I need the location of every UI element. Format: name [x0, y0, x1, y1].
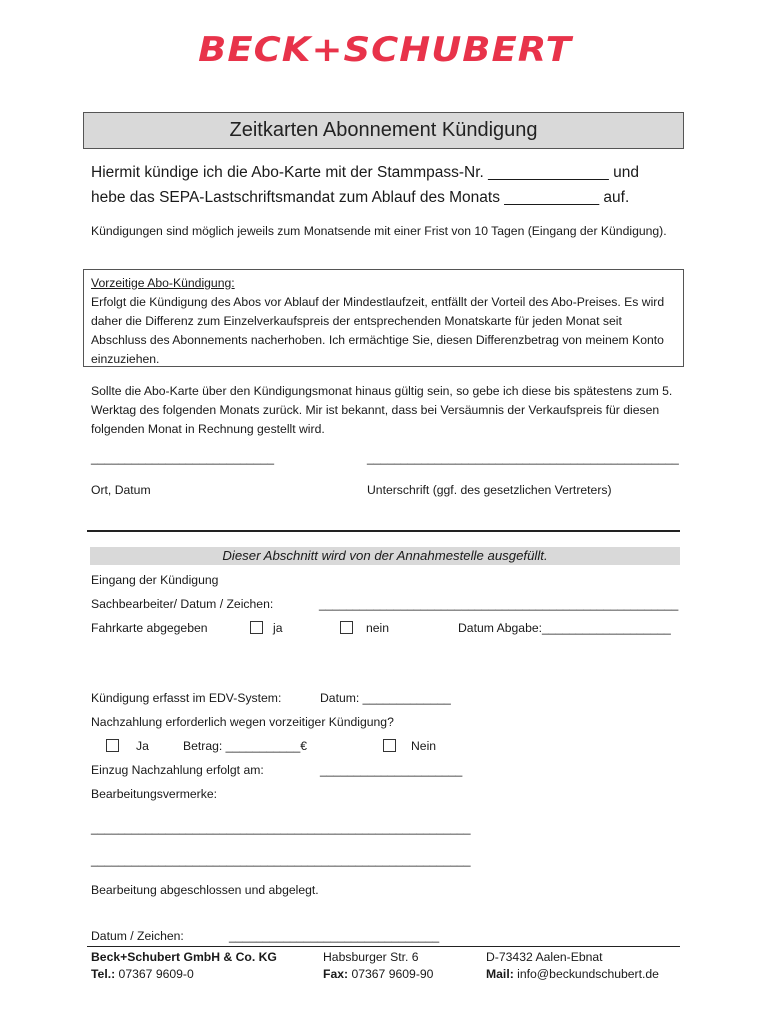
footer-contact-block: [486, 949, 659, 983]
footer-mail-label: Mail:: [486, 967, 514, 981]
ticket-returned-label: Fahrkarte abgegeben: [91, 621, 208, 635]
remarks-line-2[interactable]: ________________________________________________________: [91, 853, 471, 867]
ticket-yes-label: ja: [273, 621, 283, 635]
terms-text: Kündigungen sind möglich jeweils zum Monatsende mit einer Frist von 10 Tagen (Eingang der Kündigung).: [91, 224, 667, 238]
early-cancellation-box: [83, 269, 684, 367]
footer-fax-label: Fax:: [323, 967, 349, 981]
amount-field[interactable]: Betrag: ___________€: [183, 739, 308, 753]
processing-closed-label: Bearbeitung abgeschlossen und abgelegt.: [91, 883, 319, 897]
ticket-no-checkbox[interactable]: [340, 621, 353, 634]
footer-fax: 07367 9609-90: [348, 967, 434, 981]
date-sign-label: Datum / Zeichen:: [91, 929, 184, 943]
footer-city: D-73432 Aalen-Ebnat: [486, 950, 603, 964]
company-logo: BECK+SCHUBERT: [198, 29, 572, 70]
edv-date-field[interactable]: Datum: _____________: [320, 691, 451, 705]
footer-divider: [87, 946, 680, 947]
ticket-yes-checkbox[interactable]: [250, 621, 263, 634]
early-cancellation-text: Erfolgt die Kündigung des Abos vor Ablauf der Mindestlaufzeit, entfällt der Vorteil des Abo-Preises. Es wird daher die Differenz zum Einzelverkaufspreis der entsprechenden Monatskarte für jeden Monat seit Abschluss des Abonnements nacherhoben. Ich ermächtige Sie, diesen Differenzbetrag von meinem Konto einzuziehen.: [91, 295, 665, 366]
footer-tel-label: Tel.:: [91, 967, 116, 981]
surcharge-yes-label: Ja: [136, 739, 149, 753]
clerk-line[interactable]: _____________________________________________________: [319, 597, 679, 611]
remarks-line-1[interactable]: ________________________________________________________: [91, 821, 471, 835]
early-cancellation-heading: Vorzeitige Abo-Kündigung:: [91, 276, 235, 290]
place-date-label: Ort, Datum: [91, 483, 151, 497]
signature-line[interactable]: ______________________________________________: [367, 451, 679, 465]
surcharge-no-checkbox[interactable]: [383, 739, 396, 752]
footer-mail[interactable]: info@beckundschubert.de: [513, 967, 659, 981]
signature-label: Unterschrift (ggf. des gesetzlichen Vertreters): [367, 483, 612, 497]
footer-address-block: [323, 949, 433, 983]
return-date-field[interactable]: Datum Abgabe:___________________: [458, 621, 671, 635]
remarks-label: Bearbeitungsvermerke:: [91, 787, 217, 801]
section-divider: [87, 530, 680, 532]
intro-line-2: hebe das SEPA-Lastschriftsmandat zum Ablauf des Monats ___________ auf.: [91, 189, 630, 206]
date-sign-line[interactable]: _______________________________: [229, 929, 440, 943]
surcharge-question: Nachzahlung erforderlich wegen vorzeitiger Kündigung?: [91, 715, 394, 729]
footer-tel: 07367 9609-0: [115, 967, 194, 981]
form-title: Zeitkarten Abonnement Kündigung: [83, 112, 684, 149]
receipt-label: Eingang der Kündigung: [91, 573, 219, 587]
office-section-heading: Dieser Abschnitt wird von der Annahmestelle ausgefüllt.: [90, 547, 680, 565]
intro-line-1: Hiermit kündige ich die Abo-Karte mit der Stammpass-Nr. ______________ und: [91, 164, 639, 181]
footer-street: Habsburger Str. 6: [323, 950, 419, 964]
collection-label: Einzug Nachzahlung erfolgt am:: [91, 763, 264, 777]
validity-note: Sollte die Abo-Karte über den Kündigungsmonat hinaus gültig sein, so gebe ich diese bis spätestens zum 5. Werktag des folgenden Monats zurück. Mir ist bekannt, dass bei Versäumnis der Verkaufspreis für diesen folgenden Monat in Rechnung gestellt wird.: [91, 384, 673, 436]
footer-company: Beck+Schubert GmbH & Co. KG: [91, 950, 277, 964]
place-date-line[interactable]: ___________________________: [91, 451, 275, 465]
surcharge-yes-checkbox[interactable]: [106, 739, 119, 752]
edv-label: Kündigung erfasst im EDV-System:: [91, 691, 282, 705]
clerk-label: Sachbearbeiter/ Datum / Zeichen:: [91, 597, 274, 611]
surcharge-no-label: Nein: [411, 739, 437, 753]
footer-company-block: [91, 949, 277, 983]
collection-line[interactable]: _____________________: [320, 763, 463, 777]
ticket-no-label: nein: [366, 621, 390, 635]
